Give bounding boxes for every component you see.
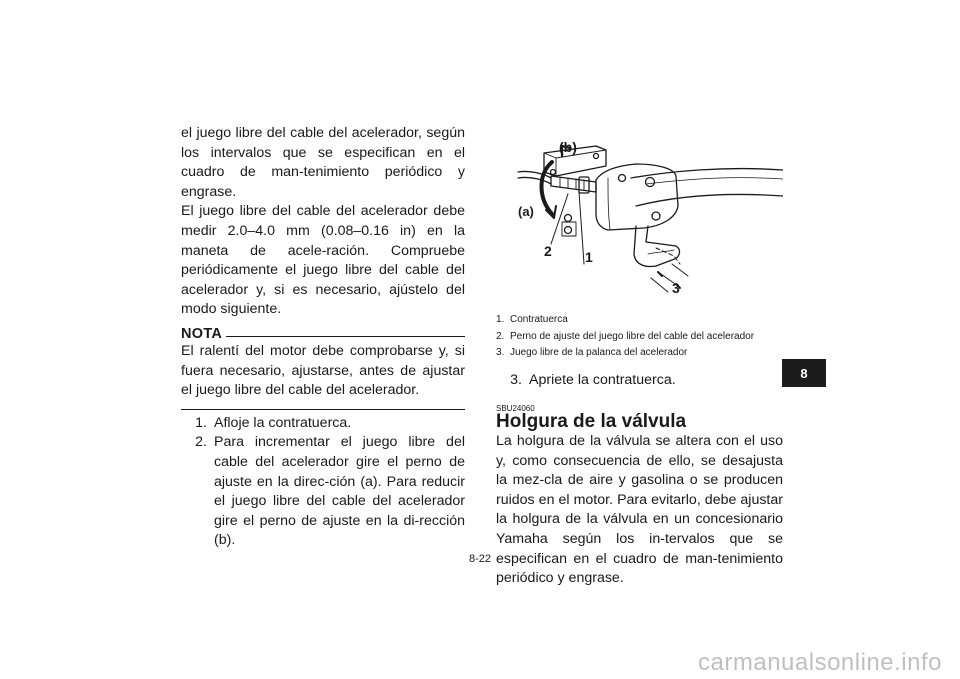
step-text: Para incrementar el juego libre del cable del acelerador gire el perno de ajuste en la direc-ción (a). Para reducir el juego libre del cable del acelerador gire el perno de ajuste en la di-rección (b).	[214, 434, 465, 549]
caption-item	[496, 312, 783, 329]
caption-text: Perno de ajuste del juego libre del cable del acelerador	[510, 330, 755, 342]
nota-text: El ralentí del motor debe comprobarse y, si fuera necesario, ajustarse, antes de ajustar el juego libre del cable del acelerador.	[181, 342, 465, 399]
throttle-illustration	[496, 126, 783, 308]
label-2: 2	[544, 243, 552, 259]
caption-text: Contratuerca	[510, 314, 568, 325]
step-item	[496, 371, 783, 391]
left-column	[181, 124, 465, 551]
label-1: 1	[585, 249, 593, 265]
chapter-tab: 8	[782, 359, 826, 387]
nota-label: NOTA	[181, 325, 223, 342]
steps-list	[181, 414, 465, 551]
step-number: 2.	[195, 434, 207, 451]
caption-item	[496, 329, 783, 346]
step-number: 1.	[195, 414, 207, 431]
caption-text: Juego libre de la palanca del acelerador	[510, 347, 688, 358]
figure-captions	[496, 312, 783, 362]
label-3: 3	[672, 280, 680, 296]
nota-end-rule	[181, 409, 465, 410]
spec-paragraph: El juego libre del cable del acelerador debe medir 2.0–4.0 mm (0.08–0.16 in) en la maneta de acele-ración. Compruebe periódicamente el juego libre del cable del acelerador y, si es necesario, ajústelo del modo siguiente.	[181, 203, 465, 318]
valve-paragraph: La holgura de la válvula se altera con el uso y, como consecuencia de ello, se desajusta la mez-cla de aire y gasolina o se producen ruidos en el motor. Para evitarlo, debe ajustar la holgura de la válvula en un concesionario Yamaha según los in-tervalos que se especifican en el cuadro de man-tenimiento periódico y engrase.	[496, 433, 783, 587]
step-item	[181, 433, 465, 551]
watermark: carmanualsonline.info	[698, 649, 942, 676]
step-text: Afloje la contratuerca.	[214, 414, 352, 431]
step-text: Apriete la contratuerca.	[529, 372, 676, 388]
step-number: 3.	[510, 372, 522, 388]
caption-number: 2.	[496, 330, 505, 342]
nota-header	[181, 326, 465, 342]
section-code: SBU24060	[496, 404, 535, 413]
page-number: 8-22	[468, 553, 492, 565]
step-3-list	[496, 371, 783, 391]
step-item	[181, 414, 465, 434]
nota-rule	[226, 336, 465, 337]
section-heading: Holgura de la válvula	[496, 411, 687, 432]
label-a: (a)	[518, 204, 534, 219]
caption-number: 1.	[496, 314, 505, 325]
label-b: (b)	[559, 139, 577, 155]
caption-item	[496, 345, 783, 362]
caption-number: 3.	[496, 347, 505, 358]
intro-paragraph: el juego libre del cable del acelerador, según los intervalos que se especifican en el cuadro de man-tenimiento periódico y engrase.	[181, 125, 465, 200]
